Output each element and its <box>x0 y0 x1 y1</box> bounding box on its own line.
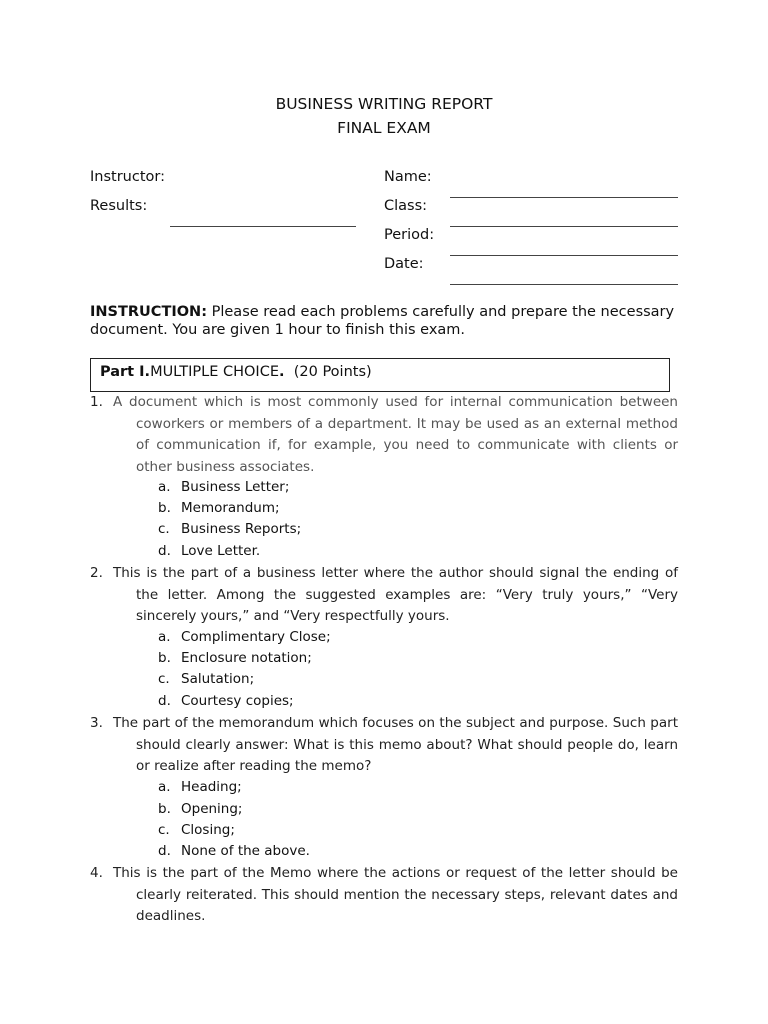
option-text: Complimentary Close; <box>181 629 331 645</box>
name-label: Name: <box>384 169 432 185</box>
instruction-paragraph <box>90 303 690 339</box>
option-letter: d. <box>158 693 171 709</box>
q2-option-b <box>158 648 312 670</box>
class-label: Class: <box>384 198 428 214</box>
date-blank-line <box>450 284 678 285</box>
option-text: Business Letter; <box>181 479 290 495</box>
part-label: Part I. <box>100 364 151 380</box>
q2-option-d <box>158 691 294 713</box>
option-letter: c. <box>158 671 170 687</box>
q3-option-b <box>158 799 242 821</box>
q1-option-b <box>158 498 280 520</box>
results-label: Results: <box>90 198 148 214</box>
option-letter: d. <box>158 543 171 559</box>
option-letter: b. <box>158 650 171 666</box>
part-points: (20 Points) <box>284 364 372 380</box>
option-letter: b. <box>158 801 171 817</box>
q2-option-c <box>158 669 254 691</box>
option-letter: a. <box>158 779 171 795</box>
option-text: Opening; <box>181 801 243 817</box>
period-label: Period: <box>384 227 435 243</box>
option-text: Enclosure notation; <box>181 650 312 666</box>
exam-title: BUSINESS WRITING REPORT <box>275 95 493 113</box>
q1-option-d <box>158 541 260 563</box>
q3-option-d <box>158 841 310 863</box>
date-label: Date: <box>384 256 424 272</box>
option-letter: c. <box>158 521 170 537</box>
question-text: The part of the memorandum which focuses on the subject and purpose. Such part should clearly answer: What is this memo about? What should people do, learn or realize after reading the memo? <box>113 715 678 774</box>
option-letter: c. <box>158 822 170 838</box>
question-text: This is the part of the Memo where the actions or request of the letter should be clearly reiterated. This should mention the necessary steps, relevant dates and deadlines. <box>113 865 678 924</box>
part-header-box <box>90 358 670 392</box>
option-text: Heading; <box>181 779 242 795</box>
question-2 <box>90 563 678 628</box>
question-text: A document which is most commonly used for internal communication between coworkers or members of a department. It may be used as an external method of communication if, for example, you need to communicate with clients or other business associates. <box>113 394 678 475</box>
instruction-text: Please read each problems carefully and prepare the necessary document. You are given 1 hour to finish this exam. <box>90 304 675 338</box>
name-blank-line <box>450 197 678 198</box>
option-text: Love Letter. <box>181 543 261 559</box>
question-number: 4. <box>90 865 103 881</box>
question-3 <box>90 713 678 778</box>
q3-option-c <box>158 820 235 842</box>
question-1 <box>90 392 678 478</box>
results-blank-line <box>170 226 356 227</box>
option-letter: a. <box>158 629 171 645</box>
exam-subtitle: FINAL EXAM <box>337 119 431 137</box>
option-text: Closing; <box>181 822 235 838</box>
q1-option-c <box>158 519 301 541</box>
option-text: Business Reports; <box>181 521 302 537</box>
question-number: 3. <box>90 715 103 731</box>
class-blank-line <box>450 226 678 227</box>
option-text: Salutation; <box>181 671 255 687</box>
part-header <box>100 364 372 380</box>
option-text: Memorandum; <box>181 500 280 516</box>
instructor-label: Instructor: <box>90 169 165 185</box>
question-text: This is the part of a business letter where the author should signal the ending of the letter. Among the suggested examples are: “Very truly yours,” “Very sincerely yours,” and “Very respectfully yours. <box>113 565 678 624</box>
question-number: 1. <box>90 394 103 410</box>
question-4 <box>90 863 678 928</box>
option-letter: d. <box>158 843 171 859</box>
option-text: Courtesy copies; <box>181 693 294 709</box>
question-number: 2. <box>90 565 103 581</box>
period-blank-line <box>450 255 678 256</box>
q1-option-a <box>158 477 289 499</box>
option-text: None of the above. <box>181 843 310 859</box>
q3-option-a <box>158 777 242 799</box>
part-name: MULTIPLE CHOICE <box>150 364 279 380</box>
option-letter: b. <box>158 500 171 516</box>
q2-option-a <box>158 627 331 649</box>
option-letter: a. <box>158 479 171 495</box>
instruction-label: INSTRUCTION: <box>90 304 207 320</box>
part-dot: . <box>279 364 285 380</box>
